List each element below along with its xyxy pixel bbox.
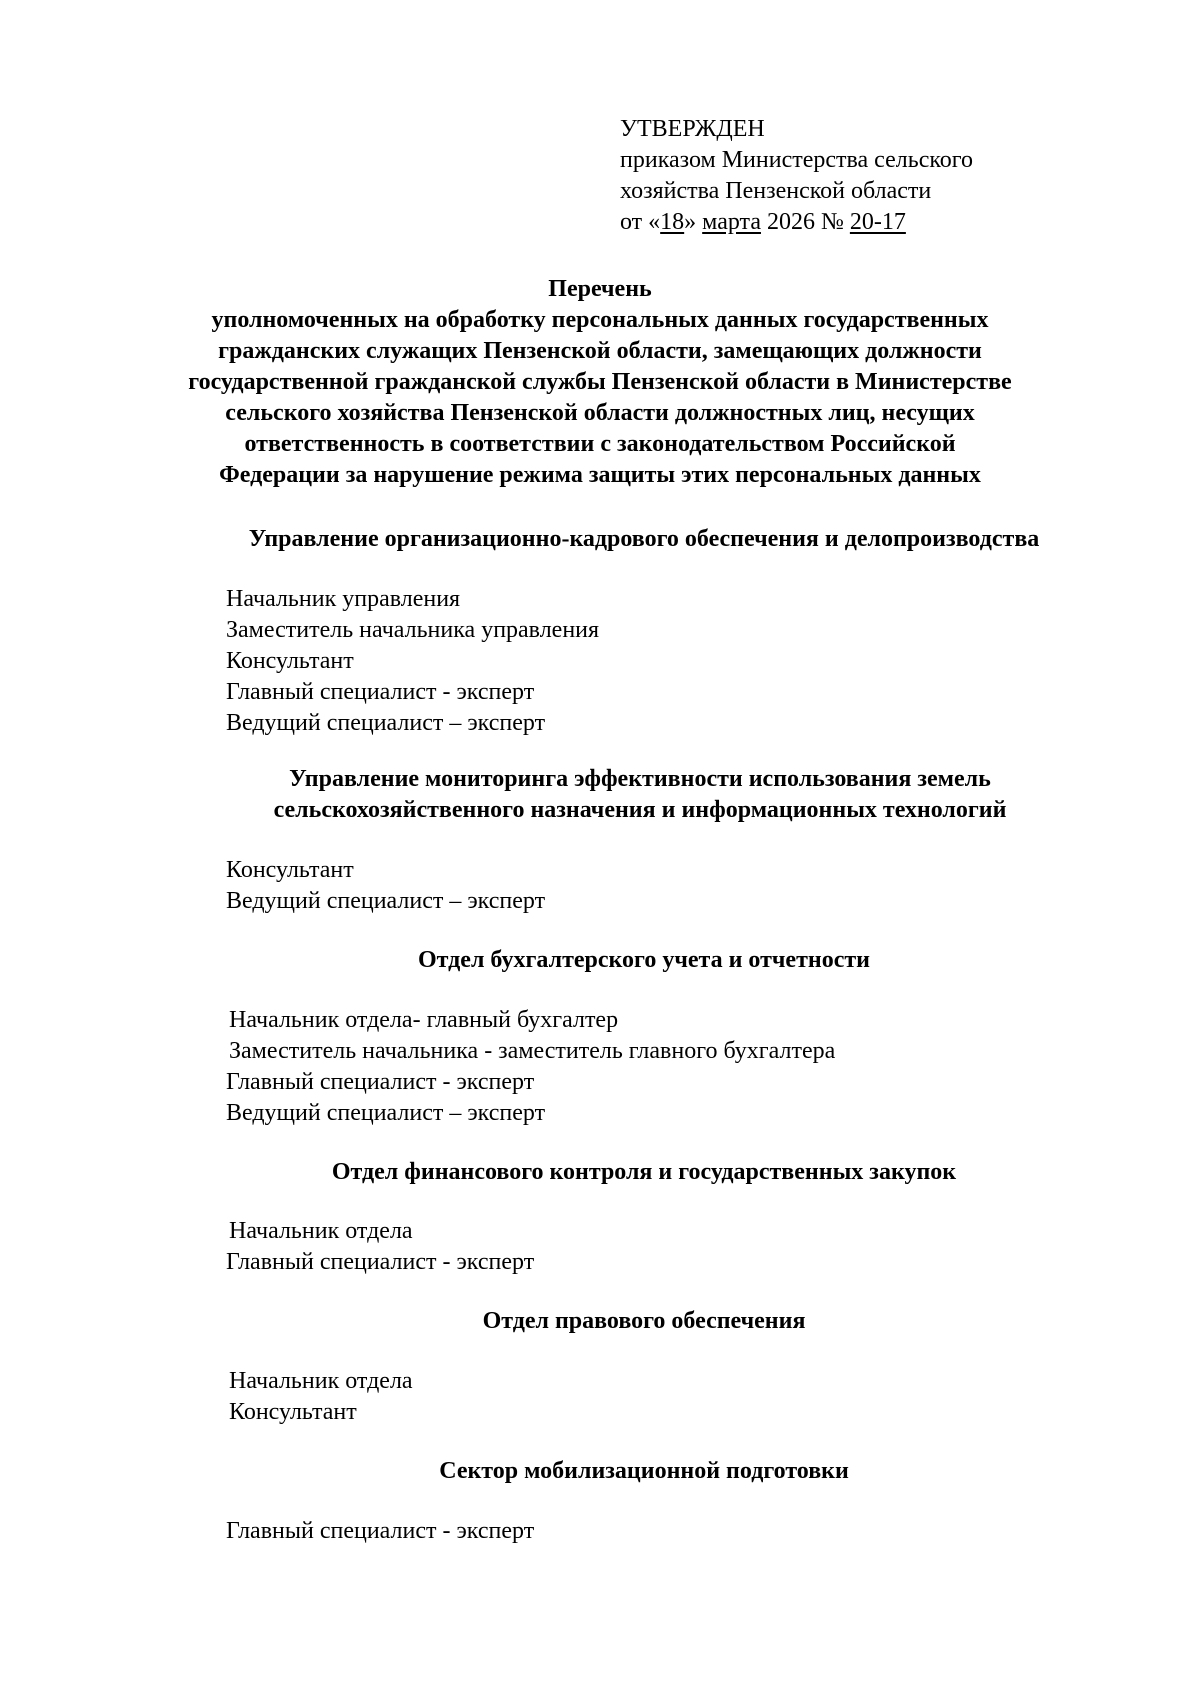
- positions-list: [226, 1216, 534, 1278]
- title-heading: Перечень: [548, 276, 652, 302]
- position-item: Главный специалист - эксперт: [226, 1069, 535, 1095]
- section-heading: [100, 945, 1188, 976]
- title-line: Федерации за нарушение режима защиты этих персональных данных: [219, 462, 981, 488]
- title-line: ответственность в соответствии с законодательством Российской: [244, 431, 956, 457]
- date-month: марта: [702, 209, 761, 235]
- title-line: уполномоченных на обработку персональных данных государственных: [211, 307, 989, 333]
- position-item: Начальник отдела: [229, 1218, 413, 1244]
- title-line: сельского хозяйства Пензенской области должностных лиц, несущих: [225, 400, 975, 426]
- position-item: Главный специалист - эксперт: [226, 679, 535, 705]
- approval-line-1: приказом Министерства сельского: [620, 147, 974, 173]
- section-heading-line: сельскохозяйственного назначения и информационных технологий: [273, 797, 1007, 823]
- position-item: Консультант: [226, 648, 354, 674]
- approval-date-line: [620, 207, 973, 238]
- section-heading: [100, 1157, 1188, 1188]
- title-line: государственной гражданской службы Пензенской области в Министерстве: [188, 369, 1012, 395]
- date-prefix: от «: [620, 209, 661, 235]
- positions-list: [226, 584, 599, 739]
- position-item: Консультант: [229, 1399, 357, 1425]
- section-heading: [200, 764, 1080, 826]
- section-heading-line: Управление организационно-кадрового обеспечения и делопроизводства: [248, 526, 1040, 552]
- position-item: Начальник отдела- главный бухгалтер: [229, 1007, 619, 1033]
- positions-list: [226, 1366, 413, 1428]
- position-item: Ведущий специалист – эксперт: [226, 888, 546, 914]
- positions-list: [226, 855, 545, 917]
- position-item: Заместитель начальника управления: [226, 617, 600, 643]
- position-item: Ведущий специалист – эксперт: [226, 710, 546, 736]
- position-item: Заместитель начальника - заместитель главного бухгалтера: [229, 1038, 836, 1064]
- title-line: гражданских служащих Пензенской области, замещающих должности: [218, 338, 982, 364]
- date-year: 2026 №: [760, 209, 850, 235]
- document-title: [100, 274, 1100, 491]
- section-heading-line: Отдел финансового контроля и государственных закупок: [331, 1159, 957, 1185]
- position-item: Консультант: [226, 857, 354, 883]
- date-mid: »: [684, 209, 703, 235]
- section-heading: [100, 524, 1188, 555]
- section-heading-line: Отдел бухгалтерского учета и отчетности: [418, 947, 870, 973]
- section-heading: [100, 1306, 1188, 1337]
- position-item: Начальник отдела: [229, 1368, 413, 1394]
- approval-stamp: [620, 114, 973, 238]
- date-day: 18: [660, 209, 685, 235]
- order-number: 20-17: [849, 209, 906, 235]
- position-item: Начальник управления: [226, 586, 461, 612]
- approval-line-2: хозяйства Пензенской области: [620, 178, 932, 204]
- section-heading: [100, 1456, 1188, 1487]
- section-heading-line: Сектор мобилизационной подготовки: [439, 1458, 849, 1484]
- position-item: Ведущий специалист – эксперт: [226, 1100, 546, 1126]
- approval-status: УТВЕРЖДЕН: [620, 116, 765, 142]
- position-item: Главный специалист - эксперт: [226, 1249, 535, 1275]
- section-heading-line: Отдел правового обеспечения: [482, 1308, 806, 1334]
- positions-list: [226, 1005, 835, 1129]
- position-item: Главный специалист - эксперт: [226, 1518, 535, 1544]
- section-heading-line: Управление мониторинга эффективности использования земель: [289, 766, 991, 792]
- positions-list: [226, 1516, 534, 1547]
